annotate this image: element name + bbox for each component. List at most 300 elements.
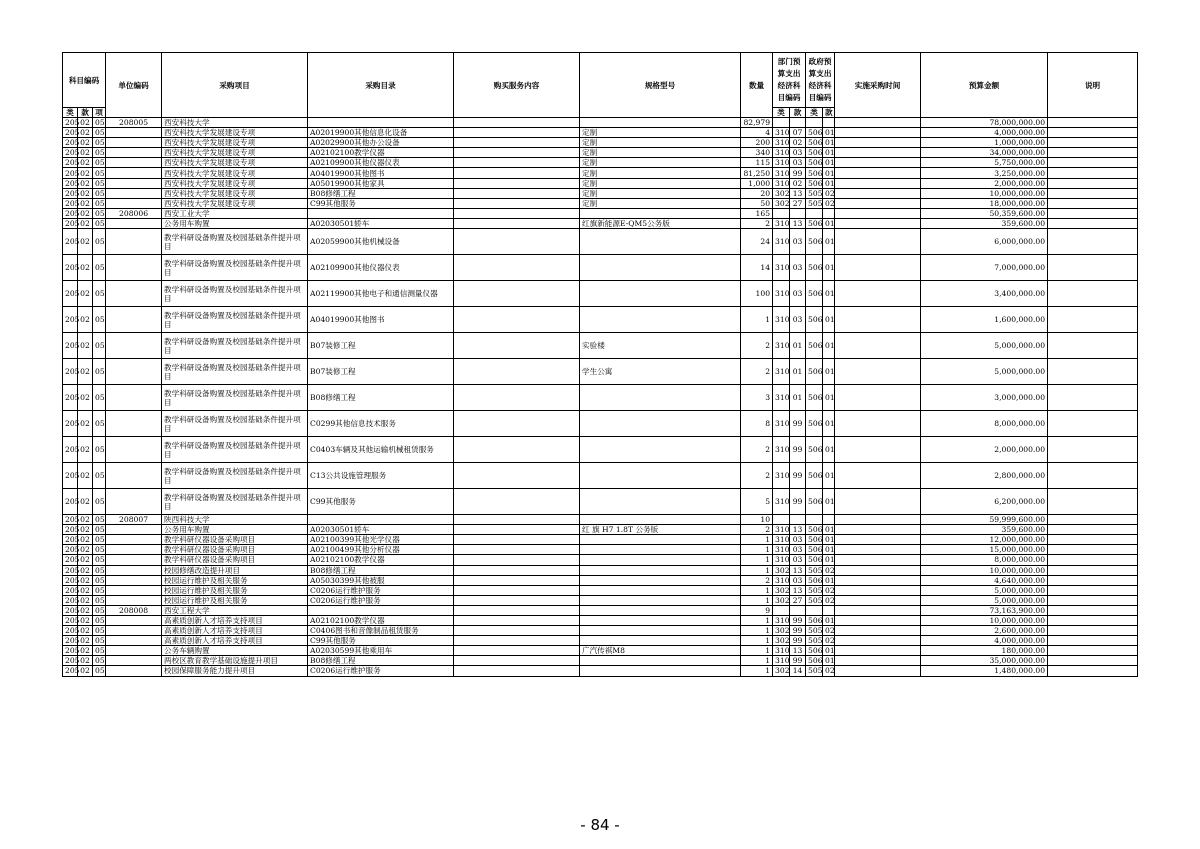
cell-project: 西安科技大学发展建设专项 (162, 138, 308, 148)
cell-xiang: 05 (93, 646, 106, 656)
cell-note (1048, 595, 1138, 605)
cell-xiang: 05 (93, 198, 106, 208)
cell-class: 205 (63, 555, 78, 565)
cell-amount: 3,400,000.00 (921, 281, 1048, 307)
cell-spec (580, 565, 741, 575)
table-row (63, 555, 1138, 565)
table-row (63, 565, 1138, 575)
cell-gov-kuan: 01 (823, 411, 835, 437)
cell-gov-lei (806, 118, 823, 128)
cell-amount: 4,000,000.00 (921, 128, 1048, 138)
cell-project: 西安工业大学 (162, 208, 308, 218)
cell-class: 205 (63, 385, 78, 411)
cell-dept-kuan: 27 (790, 595, 806, 605)
cell-project: 教学科研设备购置及校园基础条件提升项目 (162, 411, 308, 437)
cell-spec (580, 545, 741, 555)
cell-time (835, 615, 921, 625)
cell-service (454, 158, 580, 168)
cell-dept-kuan: 01 (790, 333, 806, 359)
cell-qty: 1 (741, 646, 773, 656)
table-row (63, 229, 1138, 255)
cell-time (835, 489, 921, 515)
cell-note (1048, 545, 1138, 555)
cell-gov-kuan: 01 (823, 255, 835, 281)
cell-spec (580, 575, 741, 585)
cell-dept-kuan: 13 (790, 188, 806, 198)
table-row (63, 636, 1138, 646)
cell-amount: 8,000,000.00 (921, 555, 1048, 565)
cell-amount: 6,000,000.00 (921, 229, 1048, 255)
cell-amount: 2,000,000.00 (921, 437, 1048, 463)
cell-dept-kuan (790, 118, 806, 128)
cell-service (454, 437, 580, 463)
cell-note (1048, 208, 1138, 218)
cell-amount: 50,359,600.00 (921, 208, 1048, 218)
cell-gov-lei: 505 (806, 565, 823, 575)
cell-note (1048, 585, 1138, 595)
cell-time (835, 555, 921, 565)
cell-catalog: B08修缮工程 (308, 656, 454, 666)
cell-gov-lei: 505 (806, 188, 823, 198)
header-time: 实施采购时间 (835, 53, 921, 118)
cell-catalog (308, 118, 454, 128)
cell-gov-kuan: 01 (823, 615, 835, 625)
cell-service (454, 646, 580, 656)
cell-gov-kuan: 01 (823, 178, 835, 188)
table-row (63, 626, 1138, 636)
cell-catalog: A02119900其他电子和通信测量仪器 (308, 281, 454, 307)
cell-qty: 2 (741, 437, 773, 463)
cell-gov-lei: 506 (806, 148, 823, 158)
cell-spec: 定制 (580, 178, 741, 188)
cell-amount: 34,000,000.00 (921, 148, 1048, 158)
cell-qty: 50 (741, 198, 773, 208)
cell-unit-code (106, 218, 162, 228)
header-kuan: 款 (78, 108, 93, 118)
cell-catalog: C99其他服务 (308, 489, 454, 515)
cell-unit-code (106, 229, 162, 255)
cell-gov-lei: 505 (806, 636, 823, 646)
cell-catalog: A04019900其他图书 (308, 168, 454, 178)
cell-dept-kuan: 03 (790, 255, 806, 281)
cell-unit-code (106, 168, 162, 178)
cell-spec (580, 118, 741, 128)
cell-catalog: A02100399其他光学仪器 (308, 535, 454, 545)
cell-kuan: 02 (78, 208, 93, 218)
cell-kuan: 02 (78, 281, 93, 307)
cell-service (454, 148, 580, 158)
cell-gov-lei (806, 605, 823, 615)
cell-dept-kuan: 99 (790, 168, 806, 178)
cell-project: 校园运行维护及相关服务 (162, 585, 308, 595)
cell-kuan: 02 (78, 615, 93, 625)
cell-gov-lei: 506 (806, 333, 823, 359)
cell-amount: 5,750,000.00 (921, 158, 1048, 168)
cell-project: 公务车辆购置 (162, 646, 308, 656)
header-gov-budget: 政府预算支出经济科目编码 (806, 53, 835, 108)
cell-kuan: 02 (78, 148, 93, 158)
table-row (63, 411, 1138, 437)
cell-kuan: 02 (78, 138, 93, 148)
cell-note (1048, 463, 1138, 489)
cell-time (835, 411, 921, 437)
cell-gov-kuan: 01 (823, 168, 835, 178)
cell-gov-lei: 506 (806, 646, 823, 656)
cell-project: 西安科技大学发展建设专项 (162, 148, 308, 158)
cell-xiang: 05 (93, 463, 106, 489)
cell-amount: 3,000,000.00 (921, 385, 1048, 411)
cell-dept-lei: 310 (773, 307, 790, 333)
cell-qty: 8 (741, 411, 773, 437)
cell-qty: 2 (741, 359, 773, 385)
cell-class: 205 (63, 575, 78, 585)
cell-project: 教学科研仪器设备采购项目 (162, 555, 308, 565)
cell-note (1048, 615, 1138, 625)
table-row (63, 489, 1138, 515)
cell-spec: 定制 (580, 138, 741, 148)
cell-dept-lei (773, 515, 790, 525)
cell-time (835, 656, 921, 666)
cell-unit-code (106, 646, 162, 656)
cell-dept-kuan: 99 (790, 463, 806, 489)
cell-class: 205 (63, 158, 78, 168)
cell-unit-code (106, 615, 162, 625)
table-row (63, 208, 1138, 218)
cell-note (1048, 636, 1138, 646)
header-subject-code: 科目编码 (63, 53, 106, 108)
cell-qty: 14 (741, 255, 773, 281)
cell-project: 教学科研仪器设备采购项目 (162, 535, 308, 545)
cell-class: 205 (63, 198, 78, 208)
cell-time (835, 255, 921, 281)
cell-unit-code (106, 385, 162, 411)
cell-time (835, 208, 921, 218)
cell-dept-lei: 310 (773, 437, 790, 463)
cell-project: 西安科技大学 (162, 118, 308, 128)
cell-kuan: 02 (78, 158, 93, 168)
cell-xiang: 05 (93, 118, 106, 128)
cell-kuan: 02 (78, 565, 93, 575)
table-row (63, 118, 1138, 128)
cell-catalog: A02102100教学仪器 (308, 148, 454, 158)
cell-amount: 5,000,000.00 (921, 585, 1048, 595)
cell-service (454, 489, 580, 515)
cell-class: 205 (63, 118, 78, 128)
cell-gov-kuan: 01 (823, 307, 835, 333)
cell-unit-code (106, 138, 162, 148)
cell-dept-lei: 310 (773, 411, 790, 437)
cell-amount: 59,999,600.00 (921, 515, 1048, 525)
cell-unit-code (106, 555, 162, 565)
cell-gov-lei (806, 515, 823, 525)
cell-dept-kuan: 07 (790, 128, 806, 138)
cell-gov-lei: 506 (806, 437, 823, 463)
cell-xiang: 05 (93, 605, 106, 615)
cell-project: 教学科研设备购置及校园基础条件提升项目 (162, 229, 308, 255)
cell-gov-lei: 506 (806, 525, 823, 535)
cell-time (835, 307, 921, 333)
cell-spec (580, 255, 741, 281)
cell-qty: 5 (741, 489, 773, 515)
cell-catalog: A05030399其他被服 (308, 575, 454, 585)
cell-xiang: 05 (93, 188, 106, 198)
procurement-budget-table (62, 52, 1138, 677)
cell-class: 205 (63, 535, 78, 545)
cell-kuan: 02 (78, 385, 93, 411)
cell-gov-lei: 506 (806, 307, 823, 333)
cell-dept-kuan: 14 (790, 666, 806, 676)
cell-dept-lei: 310 (773, 463, 790, 489)
cell-dept-kuan: 13 (790, 525, 806, 535)
cell-service (454, 255, 580, 281)
cell-dept-lei: 310 (773, 359, 790, 385)
cell-note (1048, 437, 1138, 463)
cell-class: 205 (63, 437, 78, 463)
cell-amount: 2,800,000.00 (921, 463, 1048, 489)
cell-gov-kuan: 01 (823, 535, 835, 545)
cell-class: 205 (63, 565, 78, 575)
cell-gov-lei: 506 (806, 138, 823, 148)
cell-service (454, 545, 580, 555)
cell-project: 西安科技大学发展建设专项 (162, 188, 308, 198)
cell-qty: 4 (741, 128, 773, 138)
cell-time (835, 198, 921, 208)
cell-note (1048, 198, 1138, 208)
cell-dept-lei: 310 (773, 525, 790, 535)
cell-time (835, 229, 921, 255)
cell-class: 205 (63, 626, 78, 636)
cell-unit-code (106, 128, 162, 138)
cell-gov-lei: 505 (806, 595, 823, 605)
cell-gov-kuan: 01 (823, 359, 835, 385)
cell-spec (580, 489, 741, 515)
cell-kuan: 02 (78, 411, 93, 437)
cell-dept-lei: 310 (773, 333, 790, 359)
cell-service (454, 333, 580, 359)
cell-spec (580, 385, 741, 411)
cell-unit-code (106, 255, 162, 281)
cell-unit-code (106, 148, 162, 158)
cell-time (835, 359, 921, 385)
cell-gov-kuan: 02 (823, 595, 835, 605)
cell-catalog: B07装修工程 (308, 359, 454, 385)
cell-gov-lei: 506 (806, 545, 823, 555)
cell-spec: 定制 (580, 168, 741, 178)
table-row (63, 666, 1138, 676)
cell-time (835, 148, 921, 158)
cell-dept-lei (773, 605, 790, 615)
cell-gov-lei: 506 (806, 359, 823, 385)
cell-dept-lei: 310 (773, 545, 790, 555)
cell-note (1048, 188, 1138, 198)
table-row (63, 188, 1138, 198)
cell-class: 205 (63, 281, 78, 307)
cell-class: 205 (63, 188, 78, 198)
cell-dept-kuan: 99 (790, 489, 806, 515)
cell-gov-kuan: 02 (823, 636, 835, 646)
cell-service (454, 525, 580, 535)
cell-qty: 1 (741, 626, 773, 636)
cell-service (454, 188, 580, 198)
cell-kuan: 02 (78, 515, 93, 525)
cell-class: 205 (63, 128, 78, 138)
cell-catalog: A02109900其他仪器仪表 (308, 158, 454, 168)
cell-time (835, 585, 921, 595)
cell-xiang: 05 (93, 148, 106, 158)
cell-dept-kuan: 03 (790, 281, 806, 307)
cell-dept-lei: 310 (773, 489, 790, 515)
cell-dept-kuan: 02 (790, 178, 806, 188)
cell-catalog: A02030501轿车 (308, 218, 454, 228)
cell-amount: 6,200,000.00 (921, 489, 1048, 515)
cell-xiang: 05 (93, 585, 106, 595)
cell-dept-kuan: 99 (790, 636, 806, 646)
cell-class: 205 (63, 178, 78, 188)
cell-catalog: B07装修工程 (308, 333, 454, 359)
cell-kuan: 02 (78, 118, 93, 128)
cell-project: 校园运行维护及相关服务 (162, 595, 308, 605)
cell-qty: 10 (741, 515, 773, 525)
cell-class: 205 (63, 585, 78, 595)
cell-catalog: A02100499其他分析仪器 (308, 545, 454, 555)
cell-time (835, 595, 921, 605)
cell-qty: 1 (741, 656, 773, 666)
cell-gov-lei: 506 (806, 463, 823, 489)
cell-xiang: 05 (93, 535, 106, 545)
cell-project: 西安科技大学发展建设专项 (162, 178, 308, 188)
cell-gov-lei (806, 208, 823, 218)
cell-spec (580, 605, 741, 615)
cell-class: 205 (63, 463, 78, 489)
table-header (63, 53, 1138, 118)
cell-dept-lei: 310 (773, 385, 790, 411)
cell-kuan: 02 (78, 525, 93, 535)
cell-xiang: 05 (93, 489, 106, 515)
cell-xiang: 05 (93, 555, 106, 565)
header-qty: 数量 (741, 53, 773, 118)
cell-service (454, 535, 580, 545)
cell-qty: 1 (741, 545, 773, 555)
cell-gov-kuan: 01 (823, 128, 835, 138)
cell-dept-kuan: 03 (790, 229, 806, 255)
cell-kuan: 02 (78, 333, 93, 359)
cell-xiang: 05 (93, 255, 106, 281)
cell-unit-code (106, 656, 162, 666)
cell-xiang: 05 (93, 229, 106, 255)
cell-service (454, 229, 580, 255)
cell-dept-lei: 310 (773, 281, 790, 307)
cell-project: 教学科研设备购置及校园基础条件提升项目 (162, 359, 308, 385)
cell-note (1048, 385, 1138, 411)
cell-kuan: 02 (78, 178, 93, 188)
cell-unit-code (106, 666, 162, 676)
cell-time (835, 666, 921, 676)
cell-qty: 200 (741, 138, 773, 148)
cell-note (1048, 666, 1138, 676)
cell-gov-lei: 506 (806, 411, 823, 437)
cell-amount: 18,000,000.00 (921, 198, 1048, 208)
table-row (63, 515, 1138, 525)
cell-kuan: 02 (78, 437, 93, 463)
cell-amount: 10,000,000.00 (921, 188, 1048, 198)
cell-gov-kuan (823, 118, 835, 128)
cell-dept-lei: 302 (773, 198, 790, 208)
cell-spec (580, 229, 741, 255)
cell-amount: 359,600.00 (921, 218, 1048, 228)
cell-note (1048, 255, 1138, 281)
cell-project: 校园运行维护及相关服务 (162, 575, 308, 585)
cell-class: 205 (63, 605, 78, 615)
cell-xiang: 05 (93, 359, 106, 385)
header-amount: 预算金额 (921, 53, 1048, 118)
header-project: 采购项目 (162, 53, 308, 118)
cell-amount: 2,000,000.00 (921, 178, 1048, 188)
cell-amount: 5,000,000.00 (921, 595, 1048, 605)
cell-unit-code (106, 489, 162, 515)
cell-dept-kuan: 99 (790, 411, 806, 437)
cell-dept-kuan: 13 (790, 565, 806, 575)
cell-qty: 2 (741, 575, 773, 585)
cell-xiang: 05 (93, 437, 106, 463)
cell-service (454, 359, 580, 385)
cell-amount: 10,000,000.00 (921, 615, 1048, 625)
cell-unit-code (106, 281, 162, 307)
cell-time (835, 118, 921, 128)
cell-kuan: 02 (78, 198, 93, 208)
cell-class: 205 (63, 218, 78, 228)
cell-gov-lei: 506 (806, 178, 823, 188)
cell-dept-kuan: 03 (790, 575, 806, 585)
cell-catalog: B08修缮工程 (308, 188, 454, 198)
cell-spec (580, 411, 741, 437)
cell-time (835, 158, 921, 168)
cell-project: 高素质创新人才培养支持项目 (162, 636, 308, 646)
cell-xiang: 05 (93, 575, 106, 585)
cell-unit-code (106, 307, 162, 333)
cell-spec (580, 626, 741, 636)
cell-dept-kuan: 01 (790, 359, 806, 385)
cell-note (1048, 218, 1138, 228)
cell-catalog: B08修缮工程 (308, 565, 454, 575)
cell-note (1048, 178, 1138, 188)
cell-dept-lei: 310 (773, 575, 790, 585)
cell-dept-lei: 310 (773, 615, 790, 625)
cell-gov-lei: 505 (806, 585, 823, 595)
cell-catalog: C0403车辆及其他运输机械租赁服务 (308, 437, 454, 463)
cell-amount: 5,000,000.00 (921, 333, 1048, 359)
cell-xiang: 05 (93, 615, 106, 625)
cell-kuan: 02 (78, 656, 93, 666)
cell-dept-lei: 310 (773, 158, 790, 168)
cell-project: 西安科技大学发展建设专项 (162, 198, 308, 208)
cell-dept-lei: 310 (773, 646, 790, 656)
cell-spec: 定制 (580, 158, 741, 168)
cell-spec: 广汽传祺M8 (580, 646, 741, 656)
table-row (63, 385, 1138, 411)
cell-qty: 1 (741, 307, 773, 333)
header-xiang: 项 (93, 108, 106, 118)
cell-unit-code (106, 525, 162, 535)
cell-note (1048, 158, 1138, 168)
cell-dept-lei: 302 (773, 585, 790, 595)
cell-catalog: A04019900其他图书 (308, 307, 454, 333)
cell-dept-lei: 310 (773, 128, 790, 138)
cell-unit-code (106, 178, 162, 188)
cell-note (1048, 626, 1138, 636)
table-row (63, 585, 1138, 595)
cell-service (454, 218, 580, 228)
cell-note (1048, 128, 1138, 138)
